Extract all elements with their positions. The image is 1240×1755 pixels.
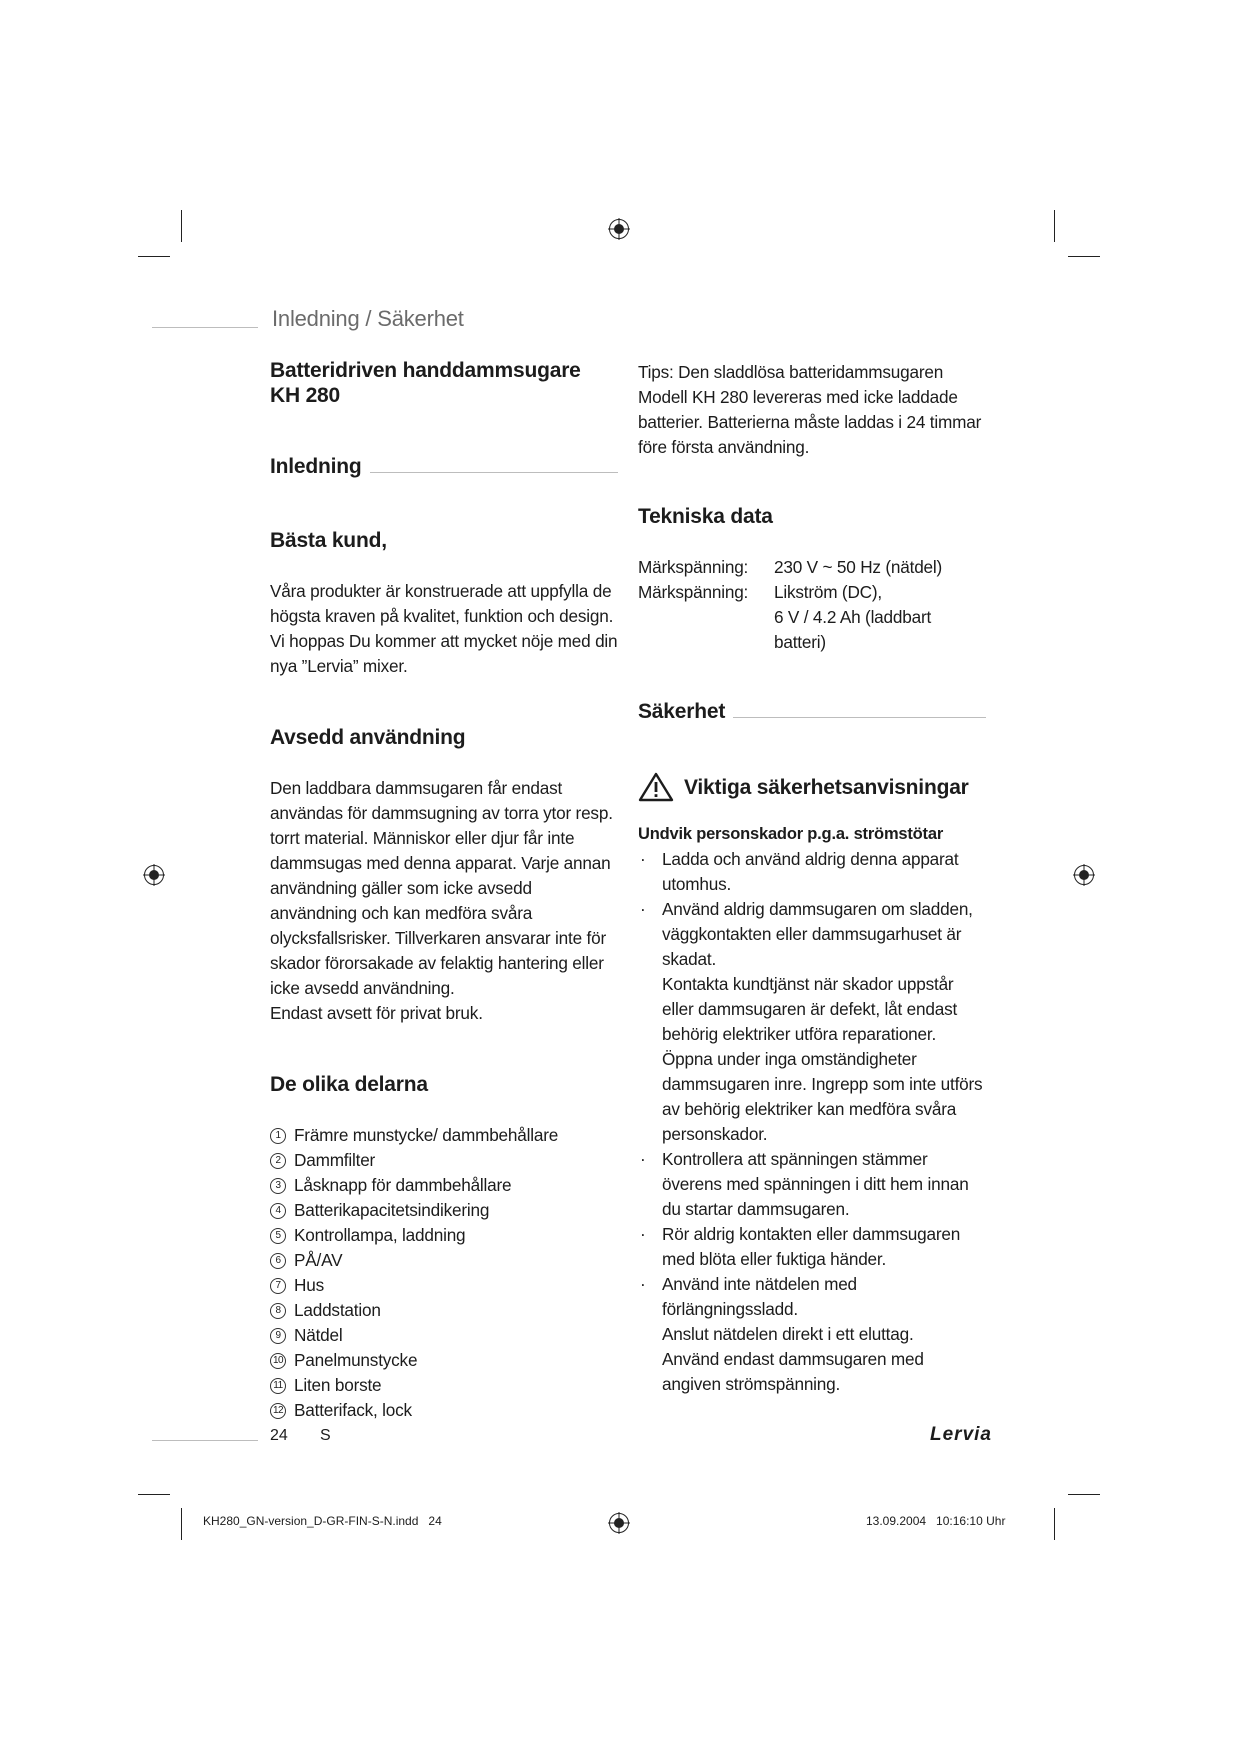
safety-list xyxy=(638,847,986,1397)
part-number: 7 xyxy=(270,1278,286,1294)
tech-data-heading: Tekniska data xyxy=(638,505,773,528)
part-number: 4 xyxy=(270,1203,286,1219)
part-label: Hus xyxy=(294,1275,324,1295)
part-number: 2 xyxy=(270,1153,286,1169)
list-item xyxy=(270,1323,618,1348)
safety-item-extra: Öppna under inga omständigheter dammsugaren inre. Ingrepp som inte utförs av behörig elektriker kan medföra svåra personskador. xyxy=(662,1049,983,1144)
part-label: Låsknapp för dammbehållare xyxy=(294,1175,512,1195)
intro-heading: Inledning xyxy=(270,455,362,478)
part-number: 1 xyxy=(270,1128,286,1144)
part-label: Dammfilter xyxy=(294,1150,376,1170)
warning-icon xyxy=(638,772,674,802)
part-label: Batterifack, lock xyxy=(294,1400,412,1420)
spec-value: 230 V ~ 50 Hz (nätdel) xyxy=(774,557,943,577)
registration-mark-icon xyxy=(1073,864,1095,886)
list-item xyxy=(270,1173,618,1198)
list-item xyxy=(270,1148,618,1173)
list-item xyxy=(638,1272,986,1397)
safety-heading-row xyxy=(638,699,986,724)
footer-rule xyxy=(152,1440,258,1441)
part-number: 5 xyxy=(270,1228,286,1244)
spec-table xyxy=(638,555,986,655)
part-number: 10 xyxy=(270,1353,286,1369)
heading-rule xyxy=(370,472,618,473)
brand-logo: Lervia xyxy=(930,1424,992,1445)
safety-item-extra: Anslut nätdelen direkt i ett eluttag. xyxy=(662,1324,914,1344)
part-label: Batterikapacitetsindikering xyxy=(294,1200,490,1220)
part-number: 3 xyxy=(270,1178,286,1194)
running-header: Inledning / Säkerhet xyxy=(272,306,464,331)
intro-text: Våra produkter är konstruerade att uppfylla de högsta kraven på kvalitet, funktion och design. Vi hoppas Du kommer att mycket nöje med din nya ”Lervia” mixer. xyxy=(270,581,618,676)
list-item xyxy=(270,1223,618,1248)
print-date-time: 13.09.2004 10:16:10 Uhr xyxy=(866,1514,1006,1528)
safety-item-text: · Ladda och använd aldrig denna apparat utomhus. xyxy=(662,849,959,894)
parts-list xyxy=(270,1123,618,1423)
safety-item-text: · Rör aldrig kontakten eller dammsugaren med blöta eller fuktiga händer. xyxy=(662,1224,961,1269)
list-item xyxy=(270,1198,618,1223)
safety-sub-heading-row xyxy=(638,772,986,802)
page-number: 24 xyxy=(270,1427,288,1444)
list-item xyxy=(638,1147,986,1222)
intro-heading-row xyxy=(270,454,618,479)
crop-mark xyxy=(181,210,182,242)
list-item xyxy=(270,1348,618,1373)
list-item xyxy=(270,1298,618,1323)
left-column xyxy=(270,358,618,1423)
list-item xyxy=(638,1222,986,1272)
crop-mark xyxy=(181,1508,182,1540)
spec-label: Märkspänning: xyxy=(638,582,749,602)
part-number: 11 xyxy=(270,1378,286,1394)
registration-mark-icon xyxy=(143,864,165,886)
list-item xyxy=(270,1123,618,1148)
right-column xyxy=(638,360,986,1397)
product-title: Batteridriven handdammsugare KH 280 xyxy=(270,359,581,407)
header-rule xyxy=(152,327,258,328)
part-label: Laddstation xyxy=(294,1300,381,1320)
private-use-text: Endast avsett för privat bruk. xyxy=(270,1003,483,1023)
safety-item-text: · Använd aldrig dammsugaren om sladden, väggkontakten eller dammsugarhuset är skadat. xyxy=(662,899,973,969)
list-item xyxy=(270,1273,618,1298)
list-item xyxy=(270,1248,618,1273)
part-label: Kontrollampa, laddning xyxy=(294,1225,466,1245)
part-number: 8 xyxy=(270,1303,286,1319)
part-label: Nätdel xyxy=(294,1325,343,1345)
safety-sub-heading: Viktiga säkerhetsanvisningar xyxy=(684,775,969,799)
safety-item-text: · Kontrollera att spänningen stämmer överens med spänningen i ditt hem innan du startar dammsugaren. xyxy=(662,1149,969,1219)
heading-rule xyxy=(733,717,986,718)
part-number: 12 xyxy=(270,1403,286,1419)
registration-mark-icon xyxy=(608,218,630,240)
crop-mark xyxy=(1054,210,1055,242)
spec-label xyxy=(638,605,774,655)
part-label: Främre munstycke/ dammbehållare xyxy=(294,1125,559,1145)
part-number: 9 xyxy=(270,1328,286,1344)
registration-mark-icon xyxy=(608,1512,630,1534)
list-item xyxy=(270,1373,618,1398)
spec-value: 6 V / 4.2 Ah (laddbart batteri) xyxy=(774,607,932,652)
list-item xyxy=(638,897,986,1147)
safety-item-extra: Använd endast dammsugaren med angiven strömspänning. xyxy=(662,1349,924,1394)
intended-use-heading: Avsedd användning xyxy=(270,726,466,749)
language-code: S xyxy=(320,1427,331,1444)
safety-item-extra: Kontakta kundtjänst när skador uppstår eller dammsugaren är defekt, låt endast behörig elektriker utföra reparationer. xyxy=(662,974,958,1044)
tips-text: Tips: Den sladdlösa batteridammsugaren Modell KH 280 levereras med icke laddade batterier. Batterierna måste laddas i 24 timmar före första användning. xyxy=(638,362,982,457)
safety-heading: Säkerhet xyxy=(638,700,726,723)
safety-item-text: · Använd inte nätdelen med förlängningssladd. xyxy=(662,1274,857,1319)
parts-heading: De olika delarna xyxy=(270,1073,428,1096)
crop-mark xyxy=(1068,1494,1100,1495)
part-label: Panelmunstycke xyxy=(294,1350,418,1370)
print-file-info: KH280_GN-version_D-GR-FIN-S-N.indd 24 xyxy=(203,1514,442,1528)
list-item xyxy=(638,847,986,897)
spec-label: Märkspänning: xyxy=(638,557,749,577)
spec-row xyxy=(638,580,986,605)
spec-row xyxy=(638,555,986,580)
crop-mark xyxy=(138,1494,170,1495)
spec-row xyxy=(638,605,986,655)
crop-mark xyxy=(1068,256,1100,257)
crop-mark xyxy=(1054,1508,1055,1540)
part-label: Liten borste xyxy=(294,1375,382,1395)
part-label: PÅ/AV xyxy=(294,1250,343,1270)
intended-use-text: Den laddbara dammsugaren får endast användas för dammsugning av torra ytor resp. torrt material. Människor eller djur får inte dammsugas med denna apparat. Varje annan användning gäller som icke avsedd användning och kan medföra svåra olycksfallsrisker. Tillverkaren ansvarar inte för skador förorsakade av felaktig hantering eller icke avsedd användning. xyxy=(270,778,613,998)
spec-value: Likström (DC), xyxy=(774,582,882,602)
list-item xyxy=(270,1398,618,1423)
part-number: 6 xyxy=(270,1253,286,1269)
crop-mark xyxy=(138,256,170,257)
greeting: Bästa kund, xyxy=(270,529,387,552)
shock-heading: Undvik personskador p.g.a. strömstötar xyxy=(638,825,944,843)
